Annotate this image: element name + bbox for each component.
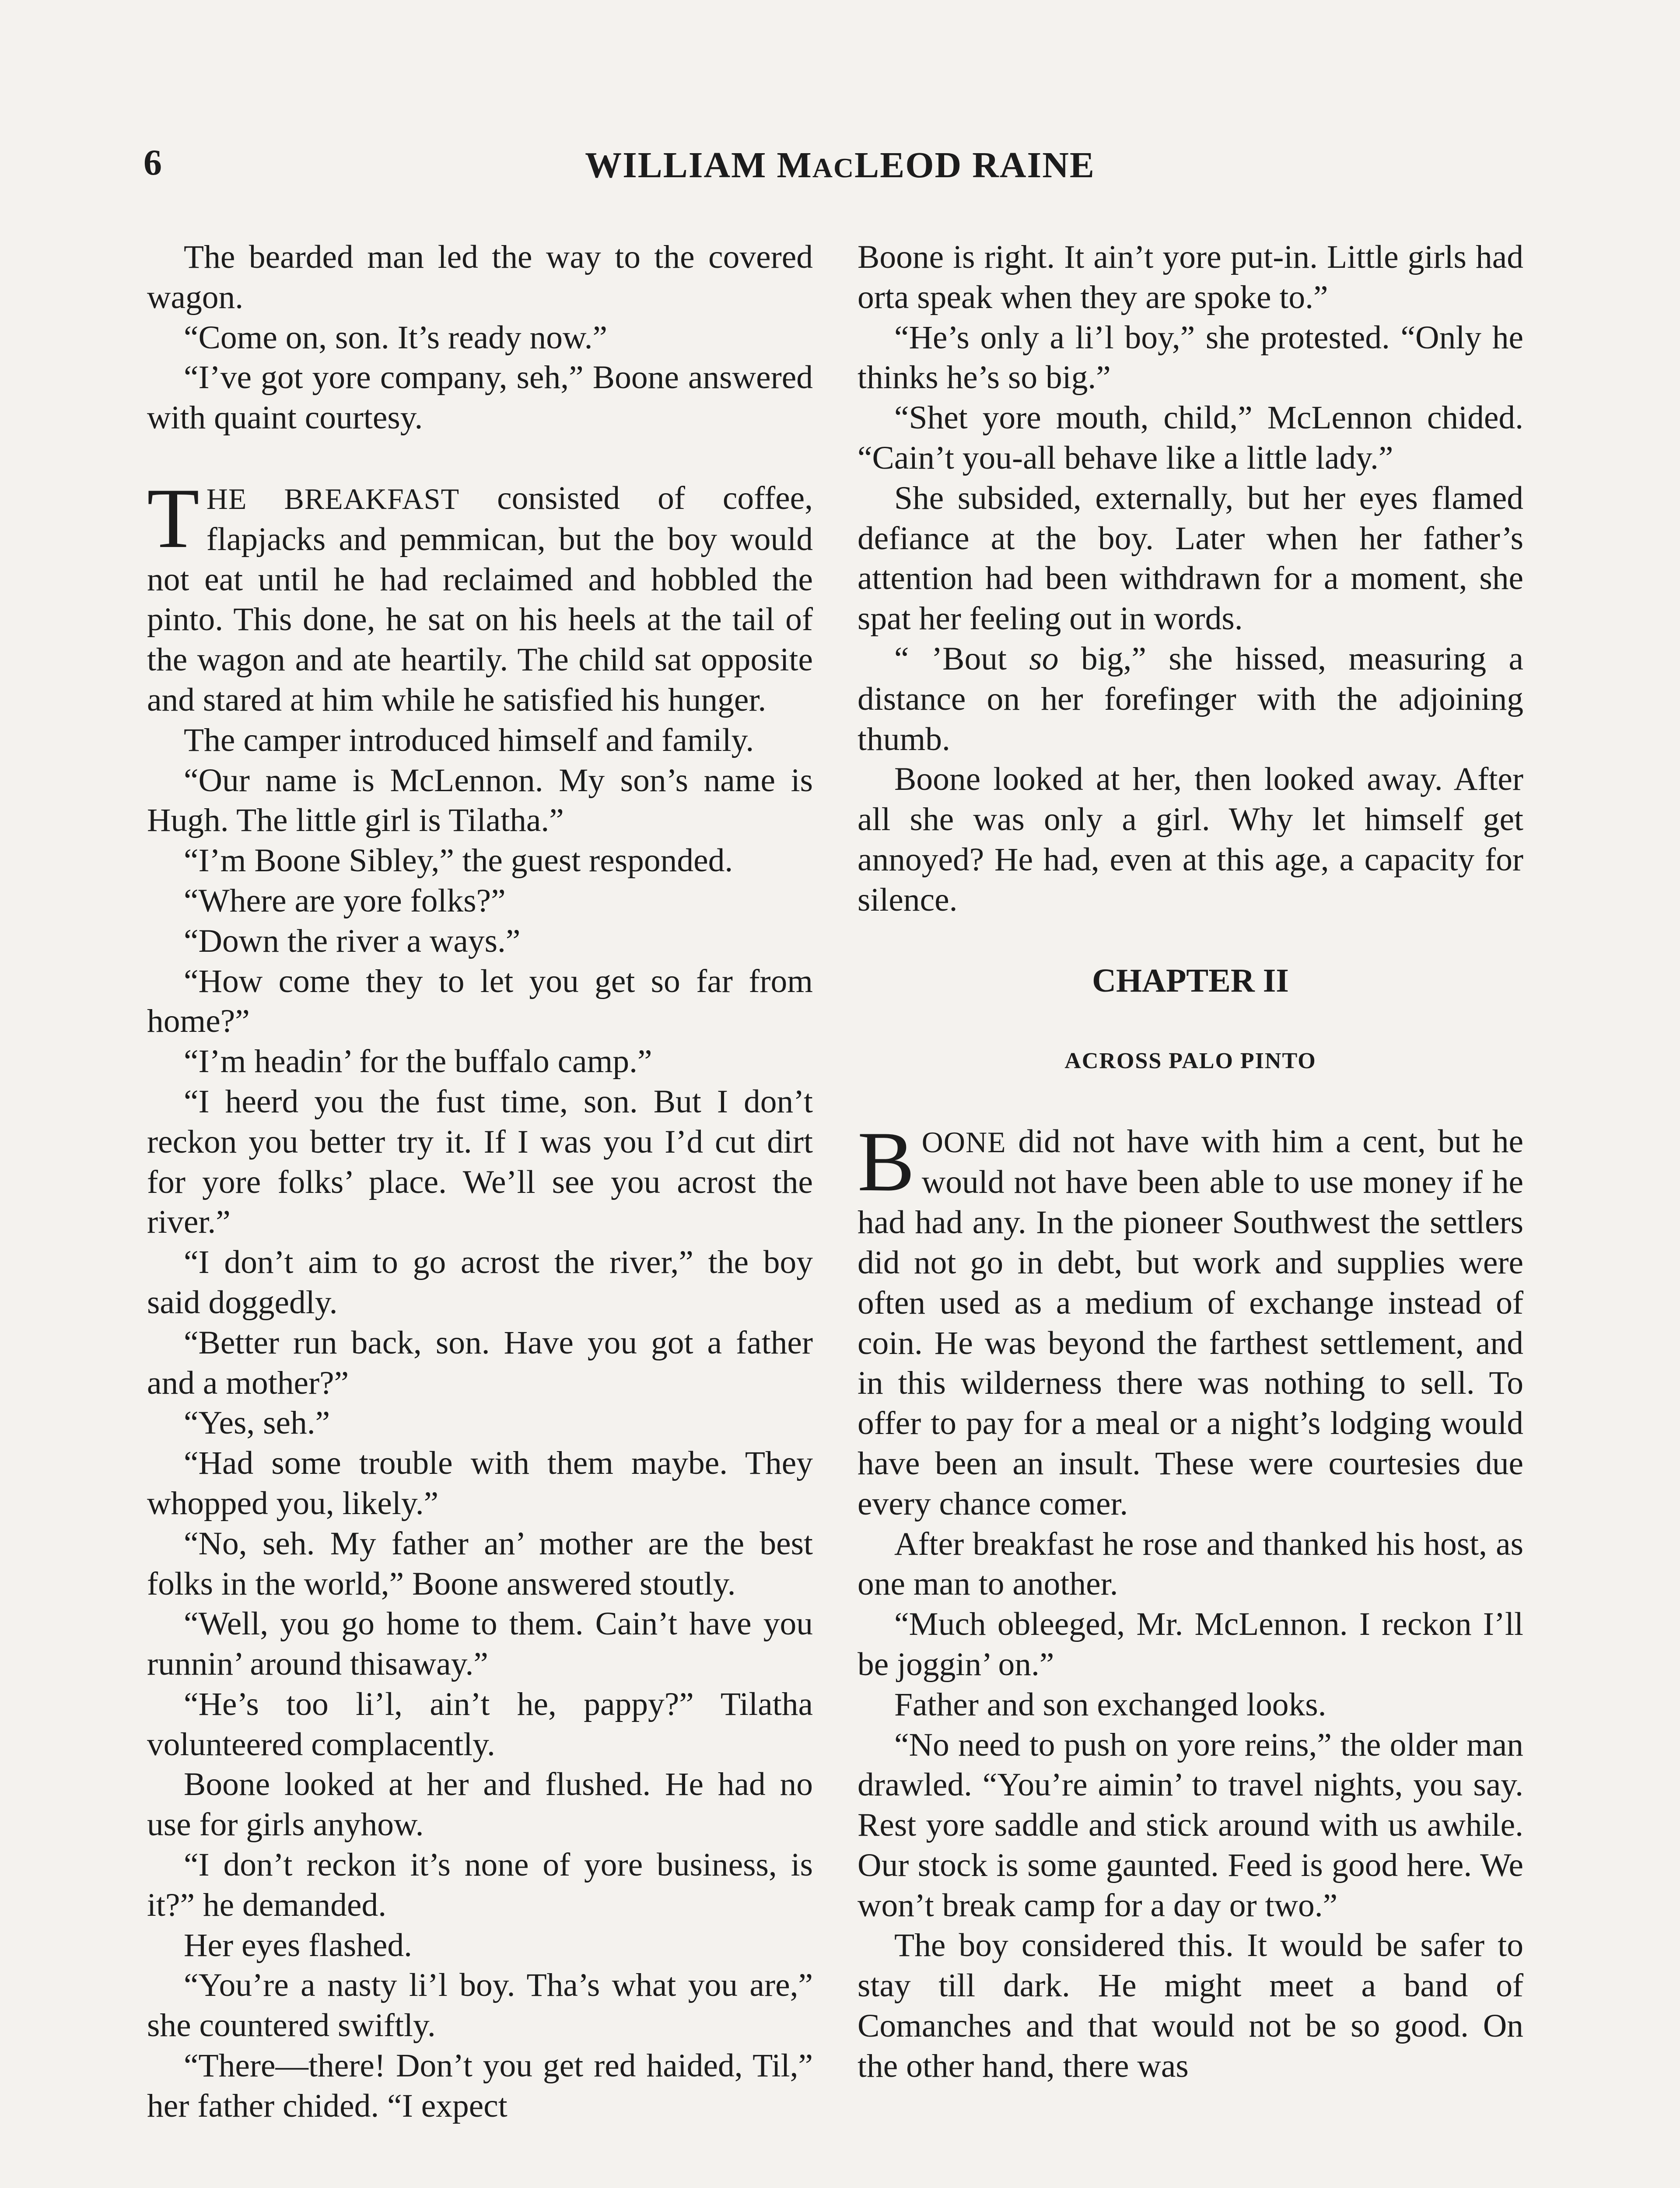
chapter-opening-paragraph (858, 1114, 1523, 1524)
paragraph: “Shet yore mouth, child,” McLennon chided. “Cain’t you-all behave like a little lady.” (858, 400, 1523, 476)
right-column (858, 237, 1523, 2086)
paragraph: Boone looked at her and flushed. He had no use for girls anyhow. (147, 1766, 813, 1843)
chapter-title: CHAPTER II (1092, 962, 1289, 999)
paragraph: “No, seh. My father an’ mother are the best folks in the world,” Boone answered stoutly. (147, 1525, 813, 1602)
paragraph: “I’ve got yore company, seh,” Boone answered with quaint courtesy. (147, 359, 813, 436)
paragraph-text: did not have with him a cent, but he would not have been able to use money if he had had any. In the pioneer Southwest the settlers did not go in debt, but work and supplies were often used as a medium of exchange instead of coin. He was beyond the farthest settlement, and in this wilderness there was nothing to sell. To offer to pay for a meal or a night’s lodging would have been an insult. These were courtesies due every chance comer. (858, 1123, 1523, 1522)
paragraph: “I don’t reckon it’s none of yore business, is it?” he demanded. (147, 1847, 813, 1923)
paragraph: After breakfast he rose and thanked his host, as one man to another. (858, 1525, 1523, 1602)
paragraph: “No need to push on yore reins,” the older man drawled. “You’re aimin’ to travel nights, you say. Rest yore saddle and stick around with us awhile. Our stock is some gaunted. Feed is good here. We won’t break camp for a day or two.” (858, 1726, 1523, 1924)
paragraph: “I don’t aim to go acrost the river,” the boy said doggedly. (147, 1244, 813, 1321)
paragraph: The camper introduced himself and family. (184, 722, 754, 758)
paragraph: “Had some trouble with them maybe. They whopped you, likely.” (147, 1445, 813, 1522)
running-head-part: LEOD RAINE (854, 145, 1095, 186)
running-head-smallcaps: AC (812, 152, 855, 183)
section-break (147, 438, 813, 478)
paragraph: Boone looked at her, then looked away. After all she was only a girl. Why let himself get annoyed? He had, even at this age, a capacity for silence. (858, 761, 1523, 918)
drop-cap: B (858, 1114, 915, 1209)
paragraph-text: “ ’Bout (894, 640, 1029, 677)
paragraph: “Better run back, son. Have you got a father and a mother?” (147, 1324, 813, 1401)
paragraph: “Our name is McLennon. My son’s name is Hugh. The little girl is Tilatha.” (147, 762, 813, 839)
paragraph: The boy considered this. It would be safer to stay till dark. He might meet a band of Comanches and that would not be so good. On the other hand, there was (858, 1927, 1523, 2084)
paragraph: “He’s only a li’l boy,” she protested. “Only he thinks he’s so big.” (858, 319, 1523, 396)
paragraph: “He’s too li’l, ain’t he, pappy?” Tilatha volunteered complacently. (147, 1686, 813, 1763)
paragraph: “I’m headin’ for the buffalo camp.” (184, 1043, 652, 1080)
paragraph: “Down the river a ways.” (184, 922, 521, 959)
drop-cap: T (147, 470, 200, 566)
paragraph (858, 639, 1523, 759)
paragraph: Father and son exchanged looks. (894, 1686, 1326, 1723)
left-column (147, 237, 813, 2126)
paragraph: She subsided, externally, but her eyes flamed defiance at the boy. Later when her father’s attention had been withdrawn for a moment, she spat her feeling out in words. (858, 480, 1523, 637)
paragraph: “You’re a nasty li’l boy. Tha’s what you are,” she countered swiftly. (147, 1967, 813, 2044)
italic-text: so (1029, 640, 1059, 677)
paragraph-text: consisted of coffee, flapjacks and pemmican, but the boy would not eat until he had reclaimed and hobbled the pinto. This done, he sat on his heels at the tail of the wagon and ate heartily. The child sat opposite and stared at him while he satisfied his hunger. (147, 480, 813, 718)
paragraph: “Yes, seh.” (184, 1405, 330, 1441)
paragraph: “Come on, son. It’s ready now.” (184, 319, 608, 356)
running-head (0, 147, 1680, 184)
section-opening-paragraph (147, 470, 813, 720)
page-number: 6 (144, 142, 162, 183)
paragraph: The bearded man led the way to the covered wagon. (147, 239, 813, 316)
running-head-part: WILLIAM M (585, 145, 812, 186)
lead-in-caps: HE BREAKFAST (206, 482, 460, 515)
paragraph: Her eyes flashed. (184, 1927, 412, 1964)
paragraph: “I heerd you the fust time, son. But I don’t reckon you better try it. If I was you I’d cut dirt for yore folks’ place. We’ll see you acrost the river.” (147, 1083, 813, 1241)
paragraph: “Well, you go home to them. Cain’t have you runnin’ around thisaway.” (147, 1606, 813, 1683)
paragraph: “How come they to let you get so far from home?” (147, 963, 813, 1040)
paragraph: “Where are yore folks?” (184, 882, 506, 919)
lead-in-caps: OONE (921, 1125, 1006, 1159)
paragraph: “Much obleeged, Mr. McLennon. I reckon I’ll be joggin’ on.” (858, 1606, 1523, 1683)
paragraph-continued: Boone is right. It ain’t yore put-in. Little girls had orta speak when they are spoke to.” (858, 239, 1523, 316)
paragraph: “I’m Boone Sibley,” the guest responded. (184, 842, 733, 879)
paragraph: “There—there! Don’t you get red haided, Til,” her father chided. “I expect (147, 2048, 813, 2124)
paragraph-text: big,” she hissed, measuring a distance on her forefinger with the adjoining thumb. (858, 640, 1523, 757)
chapter-subtitle: ACROSS PALO PINTO (1064, 1048, 1316, 1073)
